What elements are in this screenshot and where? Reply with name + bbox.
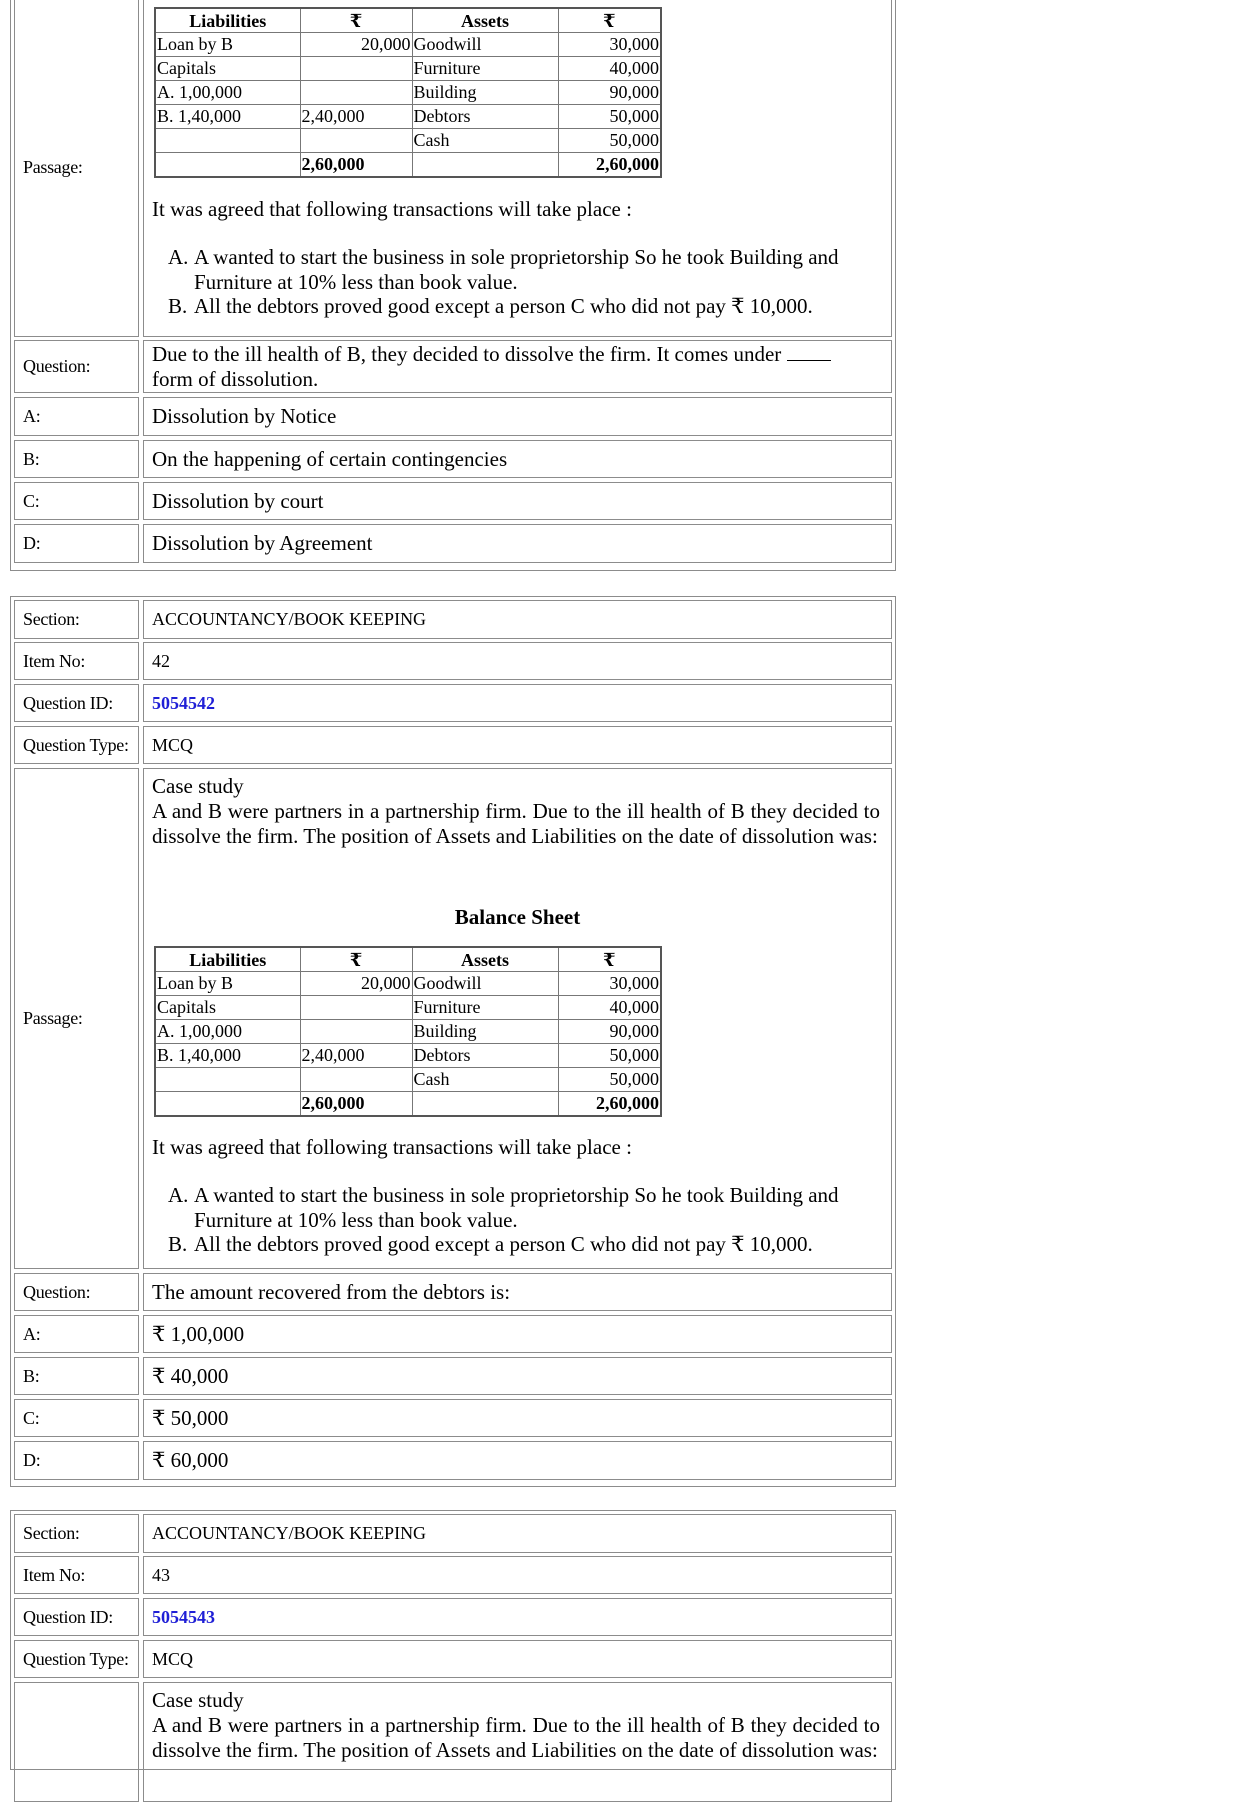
question-block-42 xyxy=(10,596,896,1487)
bs-cell: 90,000 xyxy=(558,1019,661,1043)
bs-cell xyxy=(155,128,300,152)
option-d-row xyxy=(11,1441,895,1480)
balance-sheet-table xyxy=(154,946,662,1117)
option-c-row xyxy=(11,482,895,520)
section-row xyxy=(11,1514,895,1553)
bs-cell: 30,000 xyxy=(558,33,661,57)
question-type-label: Question Type: xyxy=(14,1640,139,1678)
question-block-43 xyxy=(10,1510,896,1770)
section-value: ACCOUNTANCY/BOOK KEEPING xyxy=(143,600,892,639)
bs-cell: Goodwill xyxy=(412,972,558,996)
question-type-row xyxy=(11,726,895,764)
passage-content xyxy=(143,0,892,337)
agreed-text: It was agreed that following transactions will take place : xyxy=(152,1135,632,1159)
option-a-text[interactable]: ₹ 1,00,000 xyxy=(143,1315,892,1353)
agreed-text: It was agreed that following transactions will take place : xyxy=(152,197,632,221)
option-a-row xyxy=(11,397,895,436)
transaction-a xyxy=(168,1183,888,1232)
passage-label: Passage: xyxy=(14,768,139,1269)
question-text xyxy=(143,340,892,393)
passage-intro: A and B were partners in a partnership firm. Due to the ill health of B they decided to dissolve the firm. The position of Assets and Liabilities on the date of dissolution was: xyxy=(152,1713,880,1762)
option-c-text[interactable]: ₹ 50,000 xyxy=(143,1399,892,1437)
transaction-b-text: All the debtors proved good except a person C who did not pay ₹ 10,000. xyxy=(194,1232,813,1256)
bs-cell xyxy=(300,128,412,152)
fill-in-blank xyxy=(787,342,831,361)
question-id-label: Question ID: xyxy=(14,684,139,722)
passage-content xyxy=(143,1682,892,1802)
bs-cell xyxy=(300,1067,412,1091)
passage-row xyxy=(11,0,895,337)
bs-total-liabilities: 2,60,000 xyxy=(300,1091,412,1116)
option-a-label: A: xyxy=(14,1315,139,1353)
transaction-b-text: All the debtors proved good except a person C who did not pay ₹ 10,000. xyxy=(194,294,813,318)
bs-cell xyxy=(155,1067,300,1091)
bs-cell xyxy=(300,1019,412,1043)
question-label: Question: xyxy=(14,1273,139,1311)
bs-cell: 50,000 xyxy=(558,1043,661,1067)
question-text-end: form of dissolution. xyxy=(152,367,319,391)
bs-cell xyxy=(300,56,412,80)
question-type-value: MCQ xyxy=(143,726,892,764)
transaction-b xyxy=(168,1232,888,1257)
option-b-label: B: xyxy=(14,1357,139,1395)
item-no-row xyxy=(11,642,895,680)
question-type-label: Question Type: xyxy=(14,726,139,764)
question-id-row xyxy=(11,684,895,722)
bs-cell: 50,000 xyxy=(558,1067,661,1091)
option-b-text[interactable]: ₹ 40,000 xyxy=(143,1357,892,1395)
option-c-label: C: xyxy=(14,482,139,520)
section-label: Section: xyxy=(14,1514,139,1553)
question-text: The amount recovered from the debtors is: xyxy=(143,1273,892,1311)
bs-cell: 2,40,000 xyxy=(300,1043,412,1067)
bs-cell: Loan by B xyxy=(155,33,300,57)
bs-cell: Furniture xyxy=(412,56,558,80)
bs-cell: Goodwill xyxy=(412,33,558,57)
bs-header-assets: Assets xyxy=(412,947,558,972)
transaction-b-marker: B. xyxy=(168,294,188,318)
bs-cell: Capitals xyxy=(155,56,300,80)
passage-intro: A and B were partners in a partnership firm. Due to the ill health of B they decided to dissolve the firm. The position of Assets and Liabilities on the date of dissolution was: xyxy=(152,799,880,848)
item-no-label: Item No: xyxy=(14,642,139,680)
passage-row xyxy=(11,1682,895,1802)
option-d-text[interactable]: Dissolution by Agreement xyxy=(143,524,892,563)
case-study-heading: Case study xyxy=(152,1688,244,1712)
option-b-label: B: xyxy=(14,440,139,478)
question-type-row xyxy=(11,1640,895,1678)
question-id-row xyxy=(11,1598,895,1636)
bs-cell: Cash xyxy=(412,128,558,152)
transaction-a-marker: A. xyxy=(168,245,189,269)
bs-header-rupee: ₹ xyxy=(300,947,412,972)
bs-cell: A. 1,00,000 xyxy=(155,80,300,104)
bs-cell: Furniture xyxy=(412,995,558,1019)
balance-sheet-table xyxy=(154,7,662,178)
option-a-label: A: xyxy=(14,397,139,436)
bs-header-liabilities: Liabilities xyxy=(155,947,300,972)
bs-cell: Building xyxy=(412,1019,558,1043)
section-label: Section: xyxy=(14,600,139,639)
transaction-a xyxy=(168,245,888,294)
bs-cell: 30,000 xyxy=(558,972,661,996)
question-row xyxy=(11,1273,895,1311)
bs-cell: 50,000 xyxy=(558,104,661,128)
section-value: ACCOUNTANCY/BOOK KEEPING xyxy=(143,1514,892,1553)
option-c-label: C: xyxy=(14,1399,139,1437)
question-block-41 xyxy=(10,0,896,571)
question-row xyxy=(11,340,895,393)
bs-total-assets: 2,60,000 xyxy=(558,1091,661,1116)
question-label: Question: xyxy=(14,340,139,393)
bs-cell: 40,000 xyxy=(558,56,661,80)
transaction-b-marker: B. xyxy=(168,1232,188,1256)
option-a-text[interactable]: Dissolution by Notice xyxy=(143,397,892,436)
question-text-start: Due to the ill health of B, they decided to dissolve the firm. It comes under xyxy=(152,342,782,366)
option-b-row xyxy=(11,1357,895,1395)
bs-total-assets: 2,60,000 xyxy=(558,152,661,177)
passage-label: Passage: xyxy=(14,0,139,337)
option-d-row xyxy=(11,524,895,563)
bs-cell: Cash xyxy=(412,1067,558,1091)
option-a-row xyxy=(11,1315,895,1353)
bs-cell: 20,000 xyxy=(300,33,412,57)
transaction-a-text: A wanted to start the business in sole proprietorship So he took Building and Furniture at 10% less than book value. xyxy=(194,1183,839,1232)
bs-cell: Debtors xyxy=(412,104,558,128)
question-id-value: 5054542 xyxy=(152,692,215,713)
option-b-text[interactable]: On the happening of certain contingencies xyxy=(143,440,892,478)
bs-header-rupee: ₹ xyxy=(300,8,412,33)
bs-cell: 20,000 xyxy=(300,972,412,996)
passage-content xyxy=(143,768,892,1269)
balance-sheet-title: Balance Sheet xyxy=(454,905,581,929)
bs-cell xyxy=(300,995,412,1019)
bs-header-rupee: ₹ xyxy=(558,947,661,972)
bs-total-liabilities: 2,60,000 xyxy=(300,152,412,177)
bs-cell: 90,000 xyxy=(558,80,661,104)
bs-header-liabilities: Liabilities xyxy=(155,8,300,33)
bs-cell: Loan by B xyxy=(155,972,300,996)
bs-header-rupee: ₹ xyxy=(558,8,661,33)
question-id-value: 5054543 xyxy=(152,1606,215,1627)
bs-cell xyxy=(300,80,412,104)
option-b-row xyxy=(11,440,895,478)
question-id-label: Question ID: xyxy=(14,1598,139,1636)
bs-cell: Debtors xyxy=(412,1043,558,1067)
transaction-a-marker: A. xyxy=(168,1183,189,1207)
transaction-b xyxy=(168,294,888,319)
transaction-a-text: A wanted to start the business in sole proprietorship So he took Building and Furniture at 10% less than book value. xyxy=(194,245,839,294)
option-d-text[interactable]: ₹ 60,000 xyxy=(143,1441,892,1480)
bs-header-assets: Assets xyxy=(412,8,558,33)
bs-cell: Building xyxy=(412,80,558,104)
option-d-label: D: xyxy=(14,1441,139,1480)
bs-cell: 50,000 xyxy=(558,128,661,152)
item-no-value: 42 xyxy=(143,642,892,680)
item-no-value: 43 xyxy=(143,1556,892,1594)
passage-row xyxy=(11,768,895,1269)
item-no-row xyxy=(11,1556,895,1594)
bs-cell: Capitals xyxy=(155,995,300,1019)
case-study-heading: Case study xyxy=(152,774,244,798)
bs-cell: B. 1,40,000 xyxy=(155,1043,300,1067)
section-row xyxy=(11,600,895,639)
option-c-row xyxy=(11,1399,895,1437)
bs-cell: 40,000 xyxy=(558,995,661,1019)
item-no-label: Item No: xyxy=(14,1556,139,1594)
question-type-value: MCQ xyxy=(143,1640,892,1678)
option-c-text[interactable]: Dissolution by court xyxy=(143,482,892,520)
bs-cell: B. 1,40,000 xyxy=(155,104,300,128)
bs-cell: 2,40,000 xyxy=(300,104,412,128)
option-d-label: D: xyxy=(14,524,139,563)
bs-cell: A. 1,00,000 xyxy=(155,1019,300,1043)
